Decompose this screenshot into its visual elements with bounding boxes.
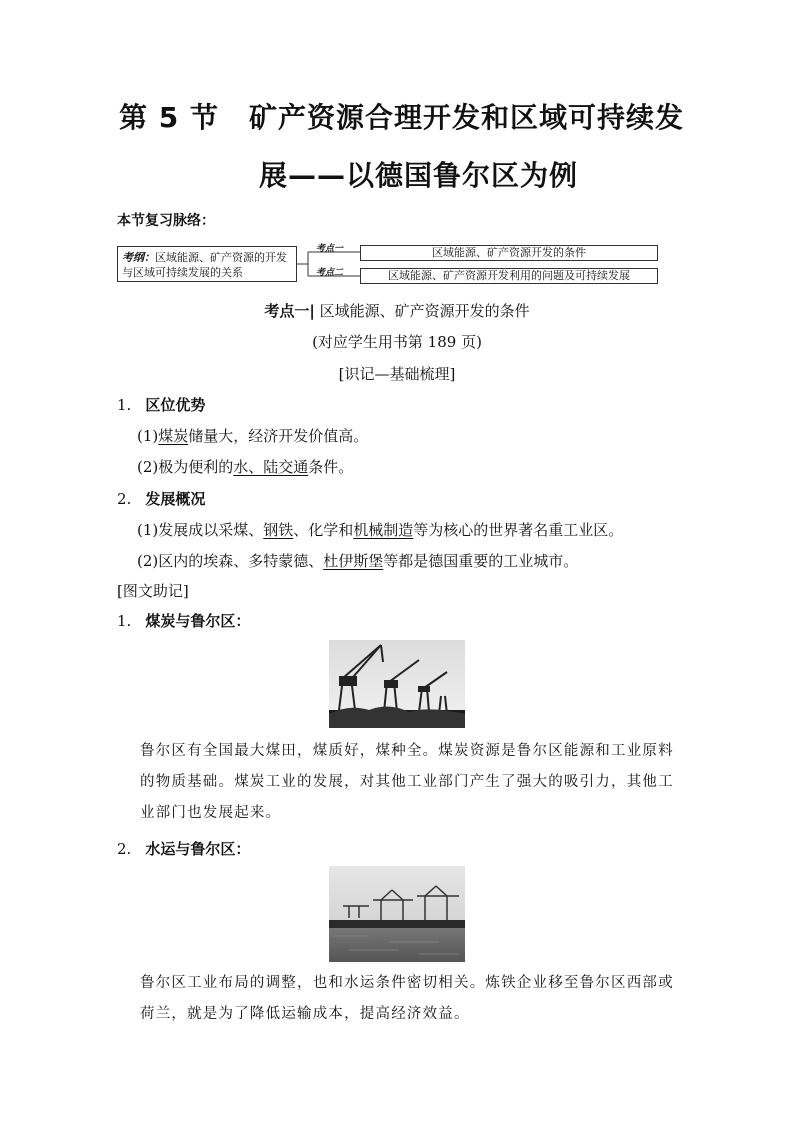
branch1-tag: 考点一 (316, 244, 344, 254)
point-1-heading (117, 394, 205, 415)
point-number: 1. (117, 396, 132, 414)
underlined-answer: 钢铁 (263, 521, 294, 539)
coal-port-photo (329, 640, 465, 728)
point-1-item-1: (1)煤炭储量大，经济开发价值高。 (137, 427, 369, 445)
point-1-item-2: (2)极为便利的水、陆交通条件。 (137, 458, 354, 476)
memo-2-heading: 2. 水运与鲁尔区： (117, 840, 251, 858)
underlined-answer: 杜伊斯堡 (323, 552, 384, 570)
syllabus-text-1: 区域能源、矿产资源的开发 (155, 251, 287, 264)
review-outline-label: 本节复习脉络： (117, 213, 215, 229)
memo-1-paragraph: 鲁尔区有全国最大煤田，煤质好，煤种全。煤炭资源是鲁尔区能源和工业原料的物质基础。煤炭工业的发展，对其他工业部门产生了强大的吸引力，其他工业部门也发展起来。 (140, 743, 674, 821)
outline-branch2-box: 区域能源、矿产资源开发利用的问题及可持续发展 (360, 268, 658, 284)
section-heading (0, 300, 794, 321)
branch2-tag: 考点二 (316, 268, 344, 278)
underlined-answer: 机械制造 (353, 521, 414, 539)
point-2-heading (117, 488, 205, 509)
section-heading-text: 区域能源、矿产资源开发的条件 (319, 302, 530, 320)
syllabus-text-2: 与区域可持续发展的关系 (122, 266, 243, 279)
underlined-answer: 水、陆交通 (233, 458, 309, 476)
textbook-reference: (对应学生用书第 189 页) (312, 333, 482, 351)
point-2-item-2: (2)区内的埃森、多特蒙德、杜伊斯堡等都是德国重要的工业城市。 (137, 552, 579, 570)
section-number: 第 5 节 (119, 101, 219, 134)
memo-2-paragraph: 鲁尔区工业布局的调整，也和水运条件密切相关。炼铁企业移至鲁尔区西部或荷兰，就是为了降低运输成本，提高经济效益。 (140, 975, 674, 1022)
outline-branch1-box: 区域能源、矿产资源开发的条件 (360, 245, 658, 261)
section-tag: 考点一| (264, 302, 315, 320)
memo-label: [图文助记] (117, 582, 189, 600)
underlined-answer: 煤炭 (158, 427, 189, 445)
memo-1-heading: 1. 煤炭与鲁尔区： (117, 612, 251, 630)
point-title: 区位优势 (145, 396, 206, 414)
point-2-item-1: (1)发展成以采煤、钢铁、化学和机械制造等为核心的世界著名重工业区。 (137, 521, 624, 539)
point-number: 2. (117, 490, 132, 508)
page-title-line2: 展——以德国鲁尔区为例 (259, 159, 579, 192)
title-text-part1: 矿产资源合理开发和区域可持续发 (248, 101, 684, 134)
subsection-label: [识记—基础梳理] (338, 365, 456, 383)
syllabus-label: 考纲： (122, 251, 155, 264)
harbor-photo (329, 866, 465, 962)
point-title: 发展概况 (145, 490, 206, 508)
